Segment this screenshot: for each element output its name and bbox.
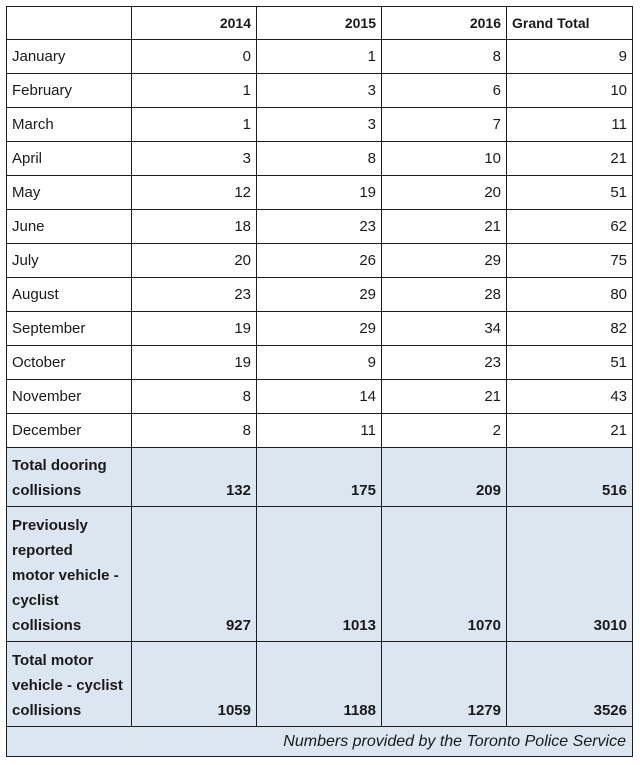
- total-dooring-row: [7, 448, 633, 507]
- total-motor-vehicle-row: [7, 642, 633, 727]
- cell-2015: 3: [257, 74, 382, 108]
- cell-2014: 1: [132, 108, 257, 142]
- row-label: November: [7, 380, 132, 414]
- row-label: May: [7, 176, 132, 210]
- cell-2016: 23: [382, 346, 507, 380]
- cell-2015: 1013: [257, 507, 382, 642]
- cell-grand-total: 11: [507, 108, 633, 142]
- label-line: Previously: [12, 517, 88, 534]
- label-line: reported: [12, 542, 73, 559]
- table-row: [7, 176, 633, 210]
- row-label: February: [7, 74, 132, 108]
- table-row: [7, 40, 633, 74]
- cell-2014: 132: [132, 448, 257, 507]
- cell-2015: 3: [257, 108, 382, 142]
- collisions-table: [6, 6, 633, 757]
- cell-2015: 8: [257, 142, 382, 176]
- cell-2014: 18: [132, 210, 257, 244]
- cell-2016: 209: [382, 448, 507, 507]
- cell-2014: 8: [132, 414, 257, 448]
- cell-2015: 19: [257, 176, 382, 210]
- cell-2014: 3: [132, 142, 257, 176]
- row-label: October: [7, 346, 132, 380]
- row-label: August: [7, 278, 132, 312]
- footnote-row: [7, 727, 633, 757]
- table-row: [7, 244, 633, 278]
- cell-2016: 34: [382, 312, 507, 346]
- row-label: July: [7, 244, 132, 278]
- table-row: [7, 346, 633, 380]
- cell-grand-total: 10: [507, 74, 633, 108]
- row-label: April: [7, 142, 132, 176]
- table-row: [7, 414, 633, 448]
- label-line: cyclist: [12, 592, 59, 609]
- cell-2014: 1059: [132, 642, 257, 727]
- table-row: [7, 74, 633, 108]
- table-row: [7, 278, 633, 312]
- cell-2015: 11: [257, 414, 382, 448]
- cell-grand-total: 516: [507, 448, 633, 507]
- table-row: [7, 312, 633, 346]
- cell-2014: 8: [132, 380, 257, 414]
- source-footnote: Numbers provided by the Toronto Police Service: [7, 727, 633, 757]
- cell-2014: 0: [132, 40, 257, 74]
- header-row: [7, 7, 633, 40]
- total-dooring-label: [7, 448, 132, 507]
- cell-2014: 927: [132, 507, 257, 642]
- cell-2015: 1188: [257, 642, 382, 727]
- cell-2016: 1070: [382, 507, 507, 642]
- label-line: motor vehicle -: [12, 567, 119, 584]
- label-line: collisions: [12, 617, 82, 634]
- header-grand-total: Grand Total: [507, 7, 633, 40]
- cell-2016: 21: [382, 380, 507, 414]
- cell-2015: 29: [257, 278, 382, 312]
- cell-grand-total: 43: [507, 380, 633, 414]
- header-2014: 2014: [132, 7, 257, 40]
- label-line: collisions: [12, 482, 82, 499]
- previously-reported-label: [7, 507, 132, 642]
- cell-2016: 6: [382, 74, 507, 108]
- label-line: Total dooring: [12, 457, 107, 474]
- cell-grand-total: 62: [507, 210, 633, 244]
- cell-2016: 29: [382, 244, 507, 278]
- row-label: December: [7, 414, 132, 448]
- row-label: March: [7, 108, 132, 142]
- cell-2016: 1279: [382, 642, 507, 727]
- row-label: January: [7, 40, 132, 74]
- cell-2015: 14: [257, 380, 382, 414]
- table-row: [7, 142, 633, 176]
- cell-grand-total: 51: [507, 176, 633, 210]
- header-corner: [7, 7, 132, 40]
- cell-2014: 12: [132, 176, 257, 210]
- table-row: [7, 108, 633, 142]
- cell-2016: 10: [382, 142, 507, 176]
- cell-grand-total: 21: [507, 142, 633, 176]
- cell-2015: 175: [257, 448, 382, 507]
- cell-2014: 19: [132, 346, 257, 380]
- previously-reported-row: [7, 507, 633, 642]
- label-line: vehicle - cyclist: [12, 677, 123, 694]
- cell-grand-total: 75: [507, 244, 633, 278]
- cell-grand-total: 82: [507, 312, 633, 346]
- cell-2016: 21: [382, 210, 507, 244]
- cell-2014: 20: [132, 244, 257, 278]
- cell-2015: 29: [257, 312, 382, 346]
- cell-grand-total: 3010: [507, 507, 633, 642]
- table-row: [7, 380, 633, 414]
- cell-2015: 1: [257, 40, 382, 74]
- cell-2016: 8: [382, 40, 507, 74]
- cell-2014: 19: [132, 312, 257, 346]
- cell-grand-total: 51: [507, 346, 633, 380]
- cell-2015: 9: [257, 346, 382, 380]
- cell-grand-total: 9: [507, 40, 633, 74]
- label-line: Total motor: [12, 652, 94, 669]
- cell-2016: 28: [382, 278, 507, 312]
- row-label: June: [7, 210, 132, 244]
- header-2015: 2015: [257, 7, 382, 40]
- cell-grand-total: 3526: [507, 642, 633, 727]
- row-label: September: [7, 312, 132, 346]
- cell-2016: 20: [382, 176, 507, 210]
- cell-grand-total: 80: [507, 278, 633, 312]
- cell-2014: 23: [132, 278, 257, 312]
- total-motor-vehicle-label: [7, 642, 132, 727]
- cell-2015: 23: [257, 210, 382, 244]
- cell-grand-total: 21: [507, 414, 633, 448]
- cell-2014: 1: [132, 74, 257, 108]
- label-line: collisions: [12, 702, 82, 719]
- table-row: [7, 210, 633, 244]
- cell-2016: 7: [382, 108, 507, 142]
- cell-2016: 2: [382, 414, 507, 448]
- cell-2015: 26: [257, 244, 382, 278]
- header-2016: 2016: [382, 7, 507, 40]
